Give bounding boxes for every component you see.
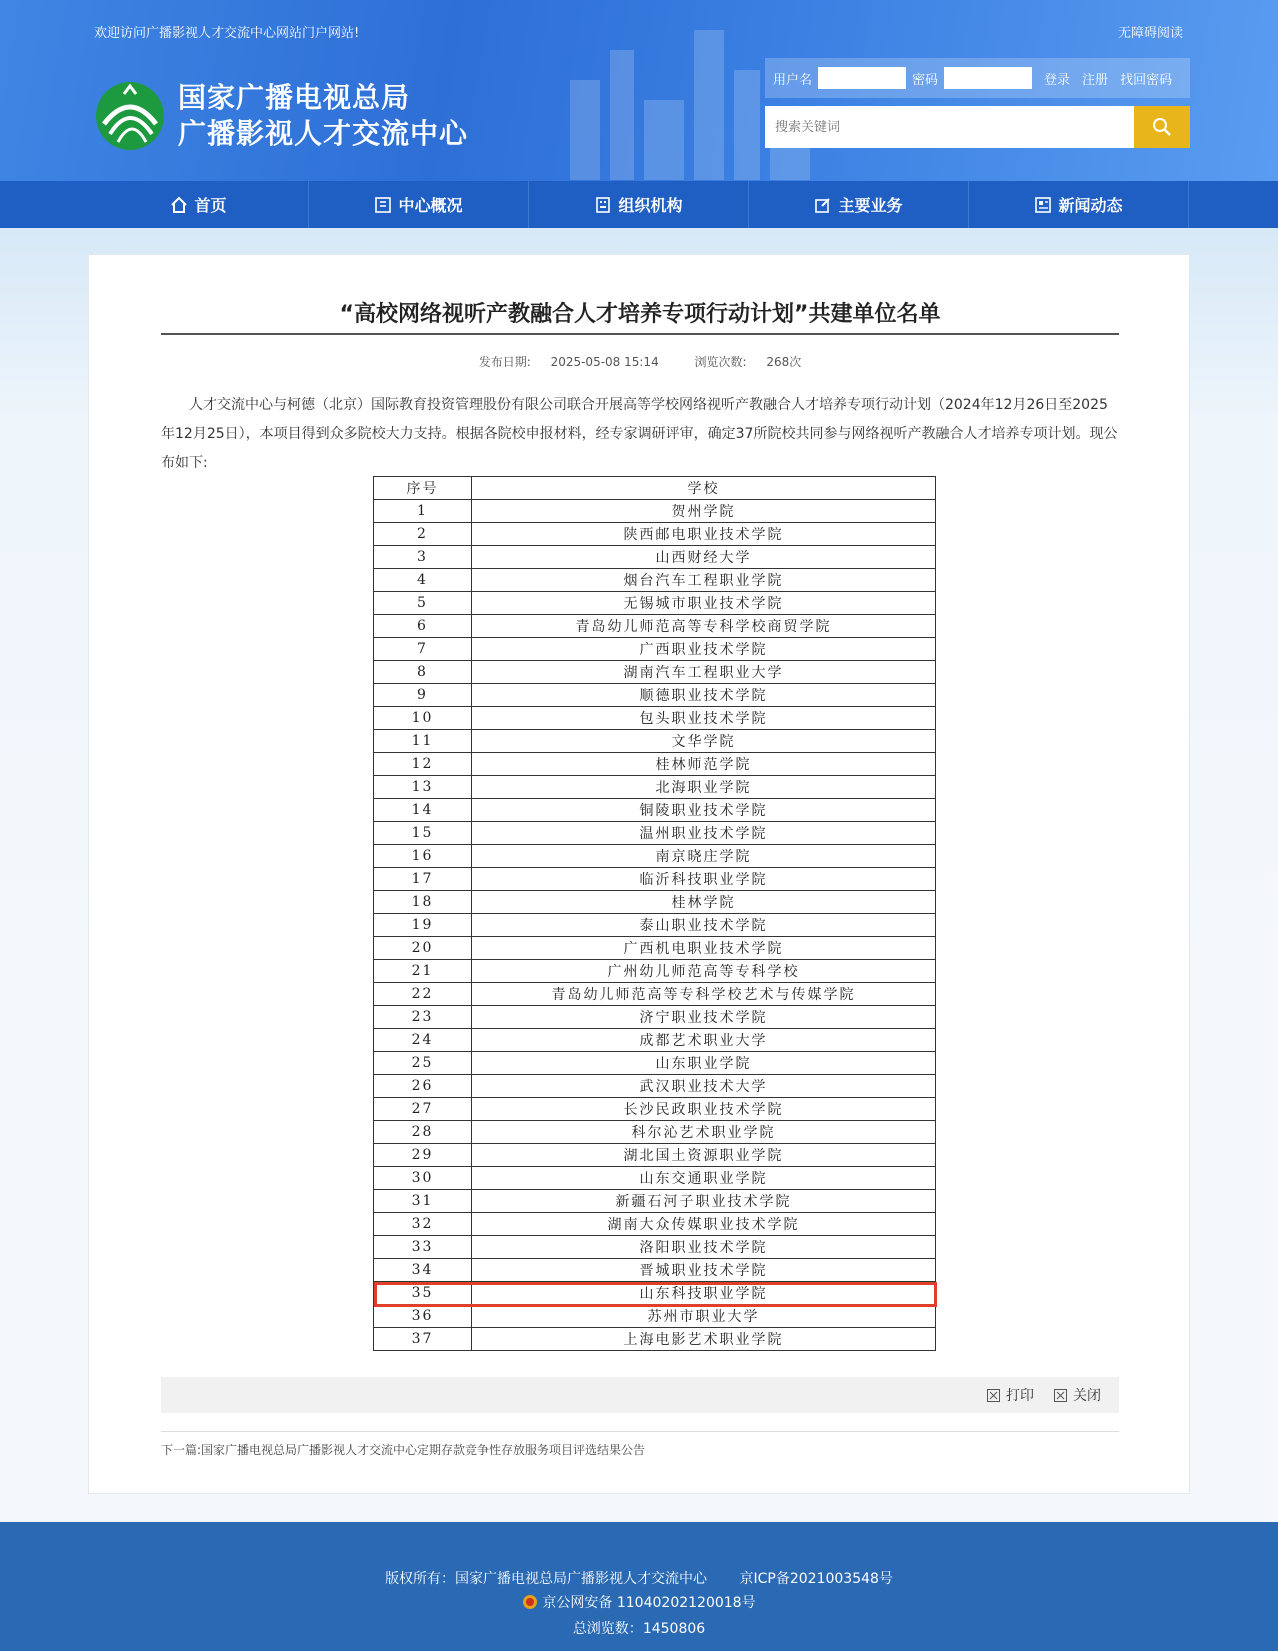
table-row (374, 799, 936, 822)
row-index: 15 (374, 822, 472, 845)
row-index: 34 (374, 1259, 472, 1282)
footer-police-row (0, 1592, 1278, 1612)
row-index: 33 (374, 1236, 472, 1259)
table-row (374, 822, 936, 845)
site-header (0, 0, 1278, 181)
article-intro: 人才交流中心与柯德（北京）国际教育投资管理股份有限公司联合开展高等学校网络视听产教融合人才培养专项行动计划（2024年12月26日至2025年12月25日），本项目得到众多院校大力支持。根据各院校申报材料，经专家调研评审，确定37所院校共同参与网络视听产教融合人才培养专项计划。现公布如下: (161, 397, 1118, 471)
username-label: 用户名 (773, 72, 813, 88)
row-school: 铜陵职业技术学院 (472, 799, 936, 822)
table-row (374, 1328, 936, 1351)
site-logo-text (178, 80, 468, 152)
table-row (374, 500, 936, 523)
row-school: 济宁职业技术学院 (472, 1006, 936, 1029)
row-school: 晋城职业技术学院 (472, 1259, 936, 1282)
search-bar (765, 106, 1190, 148)
nav-item-home[interactable] (89, 181, 309, 228)
row-index: 9 (374, 684, 472, 707)
password-label: 密码 (912, 72, 939, 88)
table-row (374, 546, 936, 569)
nav-label: 新闻动态 (1058, 196, 1123, 215)
login-form (765, 58, 1190, 98)
row-index: 16 (374, 845, 472, 868)
print-label: 打印 (1006, 1388, 1034, 1404)
copyright-text: 版权所有：国家广播电视总局广播影视人才交流中心 (385, 1571, 708, 1587)
search-button[interactable] (1134, 106, 1190, 148)
police-record-link[interactable]: 京公网安备 11040202120018号 (542, 1595, 756, 1611)
article-title: “高校网络视听产教融合人才培养专项行动计划”共建单位名单 (339, 302, 941, 327)
row-index: 2 (374, 523, 472, 546)
row-school: 山东交通职业学院 (472, 1167, 936, 1190)
table-row (374, 1167, 936, 1190)
table-row (374, 753, 936, 776)
logo-line-1: 国家广播电视总局 (178, 81, 411, 114)
row-school: 泰山职业技术学院 (472, 914, 936, 937)
row-index: 32 (374, 1213, 472, 1236)
table-row (374, 1236, 936, 1259)
table-row (374, 592, 936, 615)
row-school: 新疆石河子职业技术学院 (472, 1190, 936, 1213)
row-school: 温州职业技术学院 (472, 822, 936, 845)
row-school: 广西机电职业技术学院 (472, 937, 936, 960)
row-school: 湖南汽车工程职业大学 (472, 661, 936, 684)
row-index: 4 (374, 569, 472, 592)
row-school: 科尔沁艺术职业学院 (472, 1121, 936, 1144)
row-school: 湖北国土资源职业学院 (472, 1144, 936, 1167)
row-school: 苏州市职业大学 (472, 1305, 936, 1328)
skyline-decoration (560, 20, 820, 180)
school-table (373, 476, 936, 1351)
footer-copyright-row (0, 1568, 1278, 1588)
row-school: 烟台汽车工程职业学院 (472, 569, 936, 592)
row-index: 23 (374, 1006, 472, 1029)
nav-label: 主要业务 (838, 196, 903, 215)
nav-item-business[interactable] (749, 181, 969, 228)
building-icon (594, 196, 612, 214)
school-table-body (374, 500, 936, 1351)
table-row (374, 1213, 936, 1236)
search-icon (1152, 117, 1172, 137)
row-school: 包头职业技术学院 (472, 707, 936, 730)
row-index: 24 (374, 1029, 472, 1052)
row-school: 武汉职业技术大学 (472, 1075, 936, 1098)
row-index: 29 (374, 1144, 472, 1167)
article-meta (161, 353, 1119, 370)
table-header-row (374, 477, 936, 500)
visits-label: 总浏览数： (572, 1621, 643, 1637)
close-button[interactable] (1054, 1385, 1101, 1405)
table-row (374, 776, 936, 799)
row-school: 陕西邮电职业技术学院 (472, 523, 936, 546)
row-school: 广州幼儿师范高等专科学校 (472, 960, 936, 983)
table-row (374, 1282, 936, 1305)
row-school: 临沂科技职业学院 (472, 868, 936, 891)
recover-password-link[interactable]: 找回密码 (1120, 72, 1173, 88)
table-row (374, 1121, 936, 1144)
row-school: 广西职业技术学院 (472, 638, 936, 661)
row-index: 19 (374, 914, 472, 937)
table-row (374, 960, 936, 983)
row-index: 3 (374, 546, 472, 569)
row-index: 26 (374, 1075, 472, 1098)
username-input[interactable] (818, 67, 906, 89)
row-index: 30 (374, 1167, 472, 1190)
row-school: 贺州学院 (472, 500, 936, 523)
print-icon (987, 1389, 1000, 1402)
table-row (374, 1144, 936, 1167)
article-card (88, 254, 1190, 1494)
nav-label: 首页 (194, 196, 227, 215)
publish-date-info (471, 355, 667, 369)
search-input[interactable] (765, 106, 1134, 148)
row-index: 20 (374, 937, 472, 960)
row-index: 11 (374, 730, 472, 753)
row-index: 5 (374, 592, 472, 615)
row-school: 山东科技职业学院 (472, 1282, 936, 1305)
table-row (374, 1259, 936, 1282)
table-row (374, 638, 936, 661)
row-school: 上海电影艺术职业学院 (472, 1328, 936, 1351)
row-index: 21 (374, 960, 472, 983)
table-row (374, 845, 936, 868)
main-nav (0, 181, 1278, 228)
view-count: 268次 (766, 355, 802, 369)
table-row (374, 1190, 936, 1213)
row-index: 27 (374, 1098, 472, 1121)
row-index: 8 (374, 661, 472, 684)
publish-date-label: 发布日期: (478, 355, 531, 369)
row-index: 7 (374, 638, 472, 661)
row-index: 10 (374, 707, 472, 730)
table-row (374, 661, 936, 684)
row-school: 山东职业学院 (472, 1052, 936, 1075)
row-index: 17 (374, 868, 472, 891)
nav-label: 组织机构 (618, 196, 683, 215)
table-row (374, 684, 936, 707)
table-row (374, 1029, 936, 1052)
register-link[interactable]: 注册 (1082, 72, 1109, 88)
row-index: 6 (374, 615, 472, 638)
table-row (374, 891, 936, 914)
row-index: 31 (374, 1190, 472, 1213)
close-label: 关闭 (1073, 1388, 1101, 1404)
nav-item-overview[interactable] (309, 181, 529, 228)
header-school: 学校 (472, 477, 936, 500)
visits-count: 1450806 (642, 1621, 706, 1637)
row-school: 成都艺术职业大学 (472, 1029, 936, 1052)
table-row (374, 1052, 936, 1075)
welcome-text: 欢迎访问广播影视人才交流中心网站门户网站! (94, 26, 360, 41)
view-count-label: 浏览次数: (694, 355, 747, 369)
next-divider (161, 1431, 1119, 1432)
row-school: 顺德职业技术学院 (472, 684, 936, 707)
row-school: 无锡城市职业技术学院 (472, 592, 936, 615)
table-row (374, 868, 936, 891)
row-index: 36 (374, 1305, 472, 1328)
row-index: 12 (374, 753, 472, 776)
table-row (374, 1075, 936, 1098)
table-row (374, 569, 936, 592)
header-index: 序号 (374, 477, 472, 500)
row-index: 35 (374, 1282, 472, 1305)
row-school: 青岛幼儿师范高等专科学校商贸学院 (472, 615, 936, 638)
table-row (374, 1098, 936, 1121)
next-article-link[interactable]: 国家广播电视总局广播影视人才交流中心定期存款竞争性存放服务项目评选结果公告 (201, 1443, 646, 1457)
table-row (374, 707, 936, 730)
title-divider (161, 333, 1119, 335)
view-count-info (687, 355, 810, 369)
row-school: 桂林学院 (472, 891, 936, 914)
row-index: 22 (374, 983, 472, 1006)
table-row (374, 730, 936, 753)
site-footer (0, 1522, 1278, 1651)
row-index: 25 (374, 1052, 472, 1075)
row-index: 18 (374, 891, 472, 914)
logo-line-2: 广播影视人才交流中心 (178, 117, 469, 150)
nav-item-organization[interactable] (529, 181, 749, 228)
row-school: 桂林师范学院 (472, 753, 936, 776)
police-badge-icon (522, 1594, 538, 1610)
next-label: 下一篇: (161, 1443, 202, 1457)
home-icon (170, 196, 188, 214)
footer-visits (0, 1618, 1278, 1638)
next-article (161, 1441, 645, 1458)
table-row (374, 523, 936, 546)
table-row (374, 1006, 936, 1029)
row-school: 青岛幼儿师范高等专科学校艺术与传媒学院 (472, 983, 936, 1006)
row-index: 1 (374, 500, 472, 523)
password-input[interactable] (944, 67, 1032, 89)
row-school: 北海职业学院 (472, 776, 936, 799)
login-button[interactable]: 登录 (1044, 72, 1071, 88)
row-school: 洛阳职业技术学院 (472, 1236, 936, 1259)
row-school: 南京晓庄学院 (472, 845, 936, 868)
row-school: 山西财经大学 (472, 546, 936, 569)
row-school: 长沙民政职业技术学院 (472, 1098, 936, 1121)
nav-label: 中心概况 (398, 196, 463, 215)
row-index: 28 (374, 1121, 472, 1144)
table-row (374, 983, 936, 1006)
close-icon (1054, 1389, 1067, 1402)
icp-link[interactable]: 京ICP备2021003548号 (739, 1571, 893, 1587)
nav-item-news[interactable] (969, 181, 1189, 228)
article-toolbar (161, 1377, 1119, 1413)
row-index: 14 (374, 799, 472, 822)
publish-date: 2025-05-08 15:14 (550, 355, 659, 369)
table-row (374, 1305, 936, 1328)
org-chart-icon (374, 196, 392, 214)
row-school: 文华学院 (472, 730, 936, 753)
edit-icon (814, 196, 832, 214)
row-index: 13 (374, 776, 472, 799)
table-row (374, 615, 936, 638)
news-icon (1034, 196, 1052, 214)
accessibility-link[interactable]: 无障碍阅读 (1117, 26, 1183, 41)
logo-icon (94, 80, 166, 152)
table-row (374, 914, 936, 937)
row-index: 37 (374, 1328, 472, 1351)
print-button[interactable] (987, 1385, 1034, 1405)
table-row (374, 937, 936, 960)
row-school: 湖南大众传媒职业技术学院 (472, 1213, 936, 1236)
